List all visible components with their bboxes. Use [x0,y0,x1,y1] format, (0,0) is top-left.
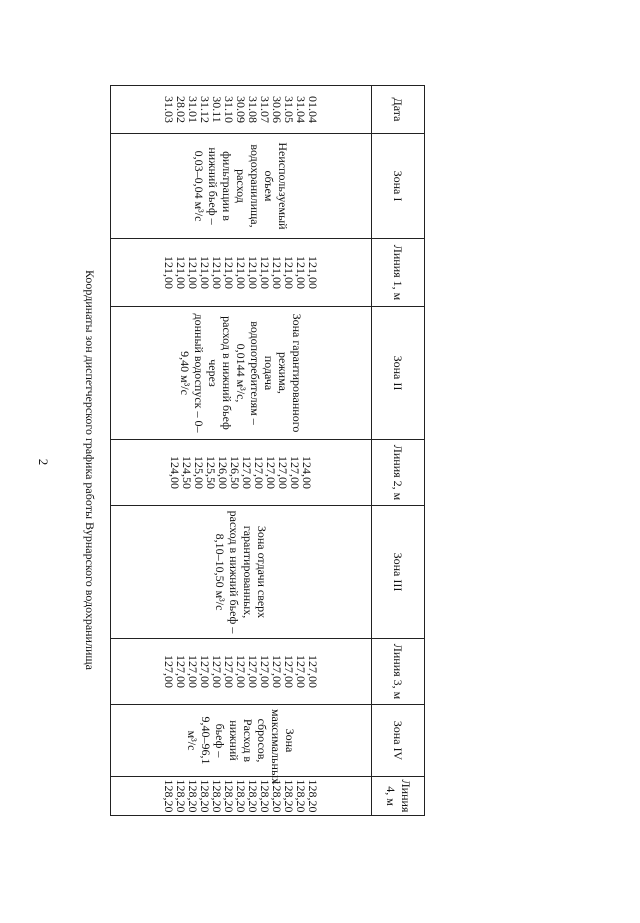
header-zone-1: Зона I [372,134,425,239]
zone-3-description: Зона отдачи сверх гарантированных, расход в нижний бьеф – 8,10–10,50 м³/с [111,506,372,639]
data-row [111,86,372,816]
date-list: 01.04 31.04 31.05 30.06 31.07 31.08 30.09 31.10 30.11 31.12 31.01 28.02 31.03 [111,86,372,134]
line-1-values: 121,00 121,00 121,00 121,00 121,00 121,00 121,00 121,00 121,00 121,00 121,00 121,00 121,00 [111,239,372,307]
line-2-values: 124,00 127,00 127,00 127,00 127,00 127,00 126,50 126,00 125,50 125,00 124,50 124,00 [111,440,372,506]
header-line-1: Линия 1, м [372,239,425,307]
header-zone-4: Зона IV [372,705,425,777]
header-zone-3: Зона III [372,506,425,639]
header-line-2: Линия 2, м [372,440,425,506]
line-4-values: 128,20 128,20 128,20 128,20 128,20 128,20 128,20 128,20 128,20 128,20 128,20 128,20 128,20 [111,777,372,816]
header-line-4: Линия 4, м [372,777,425,816]
zone-1-description: Неиспользуемый объем водохранилища, расход фильтрации в нижний бьеф – 0,03–0,04 м³/с [111,134,372,239]
header-row [372,86,425,816]
page-number: 2 [36,458,51,466]
header-date: Дата [372,86,425,134]
line-3-values: 127,00 127,00 127,00 127,00 127,00 127,00 127,00 127,00 127,00 127,00 127,00 127,00 127,00 [111,639,372,705]
zone-coordinates-table-wrapper [110,85,425,815]
header-line-3: Линия 3, м [372,639,425,705]
document-title: Координаты зон диспетчерского графика работы Вурнарского водохранилища [83,270,97,670]
zone-4-description: Зона максимальных сбросов, Расход в нижний бьеф – 9,40–96,1 м³/с [111,705,372,777]
zone-2-description: Зона гарантированного режима, подача водопотребителям – 0,0144 м³/с, расход в нижний бьеф через донный водоспуск – 0–9,40 м³/с [111,307,372,440]
header-zone-2: Зона II [372,307,425,440]
zone-coordinates-table [110,85,425,816]
